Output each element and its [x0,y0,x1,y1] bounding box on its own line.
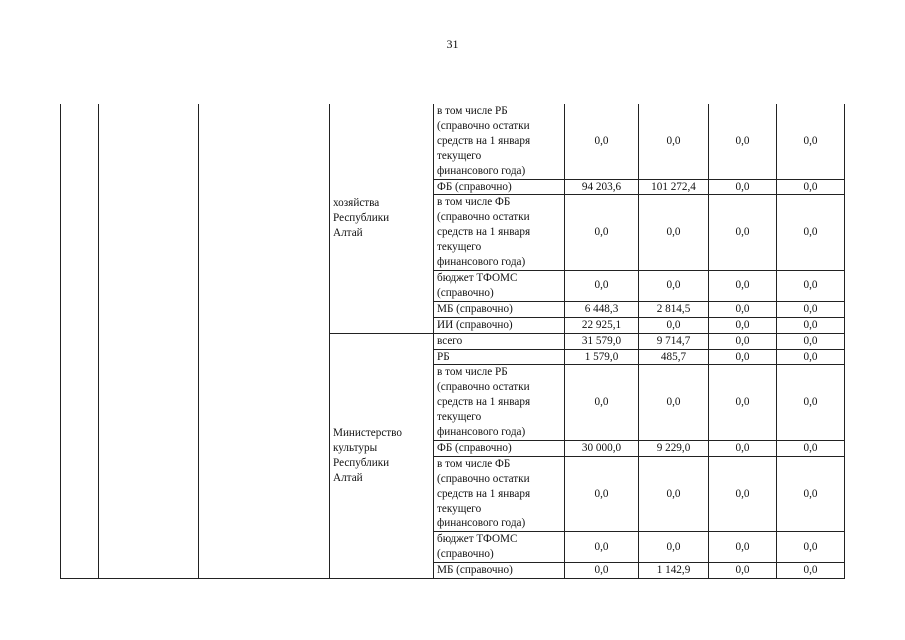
value-cell: 0,0 [639,270,709,301]
value-cell: 0,0 [639,195,709,271]
page-number: 31 [446,37,459,51]
value-cell: 22 925,1 [565,317,639,333]
value-cell: 0,0 [777,456,845,532]
value-cell: 6 448,3 [565,301,639,317]
funding-source-cell: в том числе РБ (справочно остатки средств на 1 января текущего финансового года) [434,104,565,179]
value-cell: 0,0 [709,179,777,195]
value-cell: 0,0 [777,532,845,563]
table-row [61,104,845,179]
executor-cell: Министерство культуры Республики Алтай [330,333,434,579]
value-cell: 0,0 [777,179,845,195]
value-cell: 0,0 [777,365,845,441]
funding-source-cell: ФБ (справочно) [434,440,565,456]
value-cell: 30 000,0 [565,440,639,456]
funding-source-cell: ФБ (справочно) [434,179,565,195]
funding-source-cell: бюджет ТФОМС (справочно) [434,532,565,563]
funding-source-cell: в том числе ФБ (справочно остатки средств на 1 января текущего финансового года) [434,456,565,532]
value-cell: 31 579,0 [565,333,639,349]
value-cell: 0,0 [709,365,777,441]
value-cell: 0,0 [777,333,845,349]
value-cell: 0,0 [709,195,777,271]
funding-source-cell: МБ (справочно) [434,563,565,579]
value-cell: 0,0 [565,563,639,579]
value-cell: 0,0 [565,365,639,441]
value-cell: 0,0 [777,301,845,317]
value-cell: 94 203,6 [565,179,639,195]
value-cell: 0,0 [709,440,777,456]
value-cell: 1 142,9 [639,563,709,579]
funding-source-cell: всего [434,333,565,349]
value-cell: 0,0 [777,270,845,301]
value-cell: 0,0 [565,532,639,563]
value-cell: 9 714,7 [639,333,709,349]
value-cell: 0,0 [565,270,639,301]
empty-column-cell [61,104,99,579]
value-cell: 1 579,0 [565,349,639,365]
empty-column-cell [199,104,330,579]
value-cell: 0,0 [639,456,709,532]
value-cell: 0,0 [777,440,845,456]
value-cell: 0,0 [639,532,709,563]
value-cell: 0,0 [709,104,777,179]
value-cell: 0,0 [709,532,777,563]
value-cell: 0,0 [639,317,709,333]
funding-source-cell: в том числе ФБ (справочно остатки средств на 1 января текущего финансового года) [434,195,565,271]
value-cell: 0,0 [565,195,639,271]
value-cell: 0,0 [777,104,845,179]
value-cell: 101 272,4 [639,179,709,195]
funding-source-cell: РБ [434,349,565,365]
funding-source-cell: в том числе РБ (справочно остатки средств на 1 января текущего финансового года) [434,365,565,441]
value-cell: 0,0 [709,563,777,579]
value-cell: 9 229,0 [639,440,709,456]
funding-source-cell: бюджет ТФОМС (справочно) [434,270,565,301]
value-cell: 0,0 [777,317,845,333]
value-cell: 485,7 [639,349,709,365]
value-cell: 0,0 [709,301,777,317]
value-cell: 0,0 [709,349,777,365]
value-cell: 0,0 [639,104,709,179]
funding-source-cell: ИИ (справочно) [434,317,565,333]
value-cell: 2 814,5 [639,301,709,317]
value-cell: 0,0 [777,195,845,271]
value-cell: 0,0 [639,365,709,441]
value-cell: 0,0 [777,563,845,579]
value-cell: 0,0 [565,104,639,179]
empty-column-cell [99,104,199,579]
budget-table [60,104,845,579]
value-cell: 0,0 [565,456,639,532]
value-cell: 0,0 [709,270,777,301]
executor-cell: хозяйства Республики Алтай [330,104,434,333]
funding-source-cell: МБ (справочно) [434,301,565,317]
value-cell: 0,0 [709,333,777,349]
value-cell: 0,0 [709,317,777,333]
value-cell: 0,0 [777,349,845,365]
table-body [61,104,845,579]
value-cell: 0,0 [709,456,777,532]
